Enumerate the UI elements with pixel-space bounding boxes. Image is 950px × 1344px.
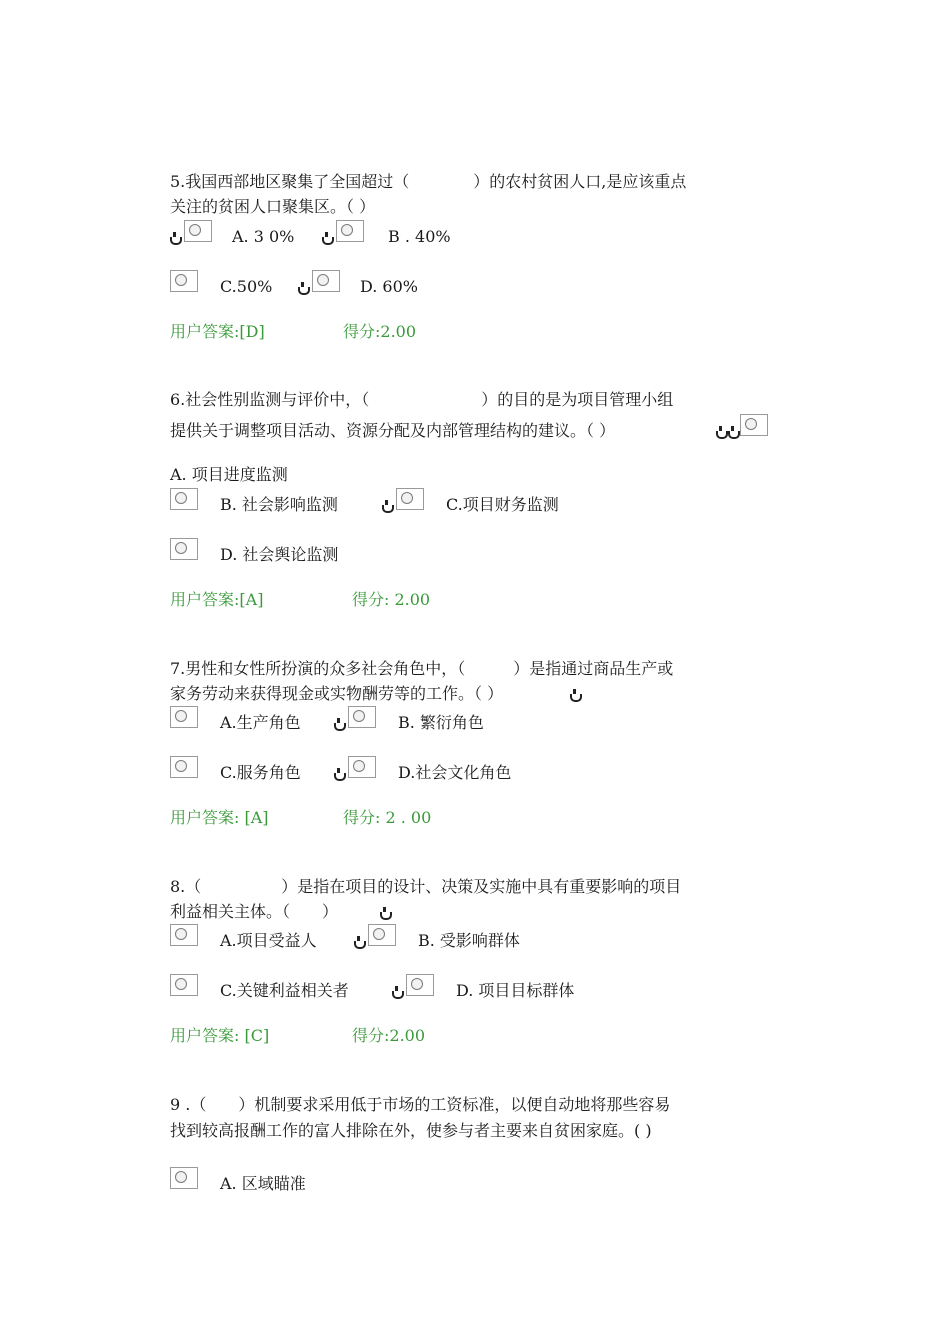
q5-text-line2: 关注的贫困人口聚集区。（ ） xyxy=(170,197,376,216)
anchor-icon xyxy=(322,237,334,245)
q6-text-line2: 提供关于调整项目活动、资源分配及内部管理结构的建议。（ ） xyxy=(170,421,616,440)
q8-user-answer: 用户答案: [C] xyxy=(170,1026,270,1045)
q5-option-b-label: B . 40% xyxy=(388,227,451,246)
q7-text-line2: 家务劳动来获得现金或实物酬劳等的工作。（ ） xyxy=(170,684,504,703)
q9-text-line1: 9 .（ ）机制要求采用低于市场的工资标准，以便自动地将那些容易 xyxy=(170,1095,671,1114)
q6-option-c-label: C.项目财务监测 xyxy=(446,495,559,514)
q7-option-c-radio[interactable] xyxy=(170,756,198,778)
anchor-icon xyxy=(716,431,728,439)
q9-option-a-radio[interactable] xyxy=(170,1167,198,1189)
q6-text-line1: 6.社会性别监测与评价中，（ ）的目的是为项目管理小组 xyxy=(170,390,674,409)
anchor-icon xyxy=(728,431,740,439)
q5-option-d-radio[interactable] xyxy=(312,270,340,292)
q7-text-line1: 7.男性和女性所扮演的众多社会角色中，（ ）是指通过商品生产或 xyxy=(170,659,674,678)
q8-score: 得分:2.00 xyxy=(352,1026,426,1045)
q6-option-b-label: B. 社会影响监测 xyxy=(220,495,338,514)
anchor-icon xyxy=(170,237,182,245)
q8-option-d-radio[interactable] xyxy=(406,974,434,996)
q5-option-b-radio[interactable] xyxy=(336,220,364,242)
q6-option-a-radio[interactable] xyxy=(170,488,198,510)
anchor-icon xyxy=(298,287,310,295)
q7-option-b-label: B. 繁衍角色 xyxy=(398,713,484,732)
q5-text-line1: 5.我国西部地区聚集了全国超过（ ）的农村贫困人口,是应该重点 xyxy=(170,172,687,191)
q8-option-b-label: B. 受影响群体 xyxy=(418,931,520,950)
q9-text-line2: 找到较高报酬工作的富人排除在外，使参与者主要来自贫困家庭。( ) xyxy=(170,1121,652,1140)
q8-option-d-label: D. 项目目标群体 xyxy=(456,981,575,1000)
q7-option-b-radio[interactable] xyxy=(348,706,376,728)
anchor-icon xyxy=(334,773,346,781)
q6-option-a-label: A. 项目进度监测 xyxy=(170,465,288,484)
q7-option-a-label: A.生产角色 xyxy=(220,713,301,732)
q5-option-c-label: C.50% xyxy=(220,277,273,296)
q9-option-a-label: A. 区域瞄准 xyxy=(220,1174,306,1193)
q7-option-d-radio[interactable] xyxy=(348,756,376,778)
q8-option-b-radio[interactable] xyxy=(368,924,396,946)
q8-option-a-label: A.项目受益人 xyxy=(220,931,317,950)
anchor-icon xyxy=(392,991,404,999)
q7-option-c-label: C.服务角色 xyxy=(220,763,301,782)
q5-user-answer: 用户答案:[D] xyxy=(170,322,265,341)
q6-user-answer: 用户答案:[A] xyxy=(170,590,264,609)
q5-option-a-label: A. 3 0% xyxy=(232,227,295,246)
q8-text-line1: 8.（ ）是指在项目的设计、决策及实施中具有重要影响的项目 xyxy=(170,877,682,896)
q6-score: 得分: 2.00 xyxy=(352,590,431,609)
q6-option-b-radio[interactable] xyxy=(396,488,424,510)
anchor-icon xyxy=(570,694,582,702)
q5-option-d-label: D. 60% xyxy=(360,277,418,296)
q5-score: 得分:2.00 xyxy=(343,322,417,341)
anchor-icon xyxy=(334,723,346,731)
anchor-icon xyxy=(382,505,394,513)
q6-option-c-radio[interactable] xyxy=(170,538,198,560)
q5-option-a-radio[interactable] xyxy=(184,220,212,242)
q8-option-a-radio[interactable] xyxy=(170,924,198,946)
q7-option-d-label: D.社会文化角色 xyxy=(398,763,512,782)
anchor-icon xyxy=(354,941,366,949)
q6-option-d-label: D. 社会舆论监测 xyxy=(220,545,339,564)
anchor-icon xyxy=(380,912,392,920)
q8-option-c-label: C.关键利益相关者 xyxy=(220,981,349,1000)
q8-text-line2: 利益相关主体。（ ） xyxy=(170,902,339,921)
q7-option-a-radio[interactable] xyxy=(170,706,198,728)
q8-option-c-radio[interactable] xyxy=(170,974,198,996)
q5-option-c-radio[interactable] xyxy=(170,270,198,292)
q6-extra-radio[interactable] xyxy=(740,414,768,436)
q7-score: 得分: 2 . 00 xyxy=(343,808,432,827)
q7-user-answer: 用户答案: [A] xyxy=(170,808,269,827)
